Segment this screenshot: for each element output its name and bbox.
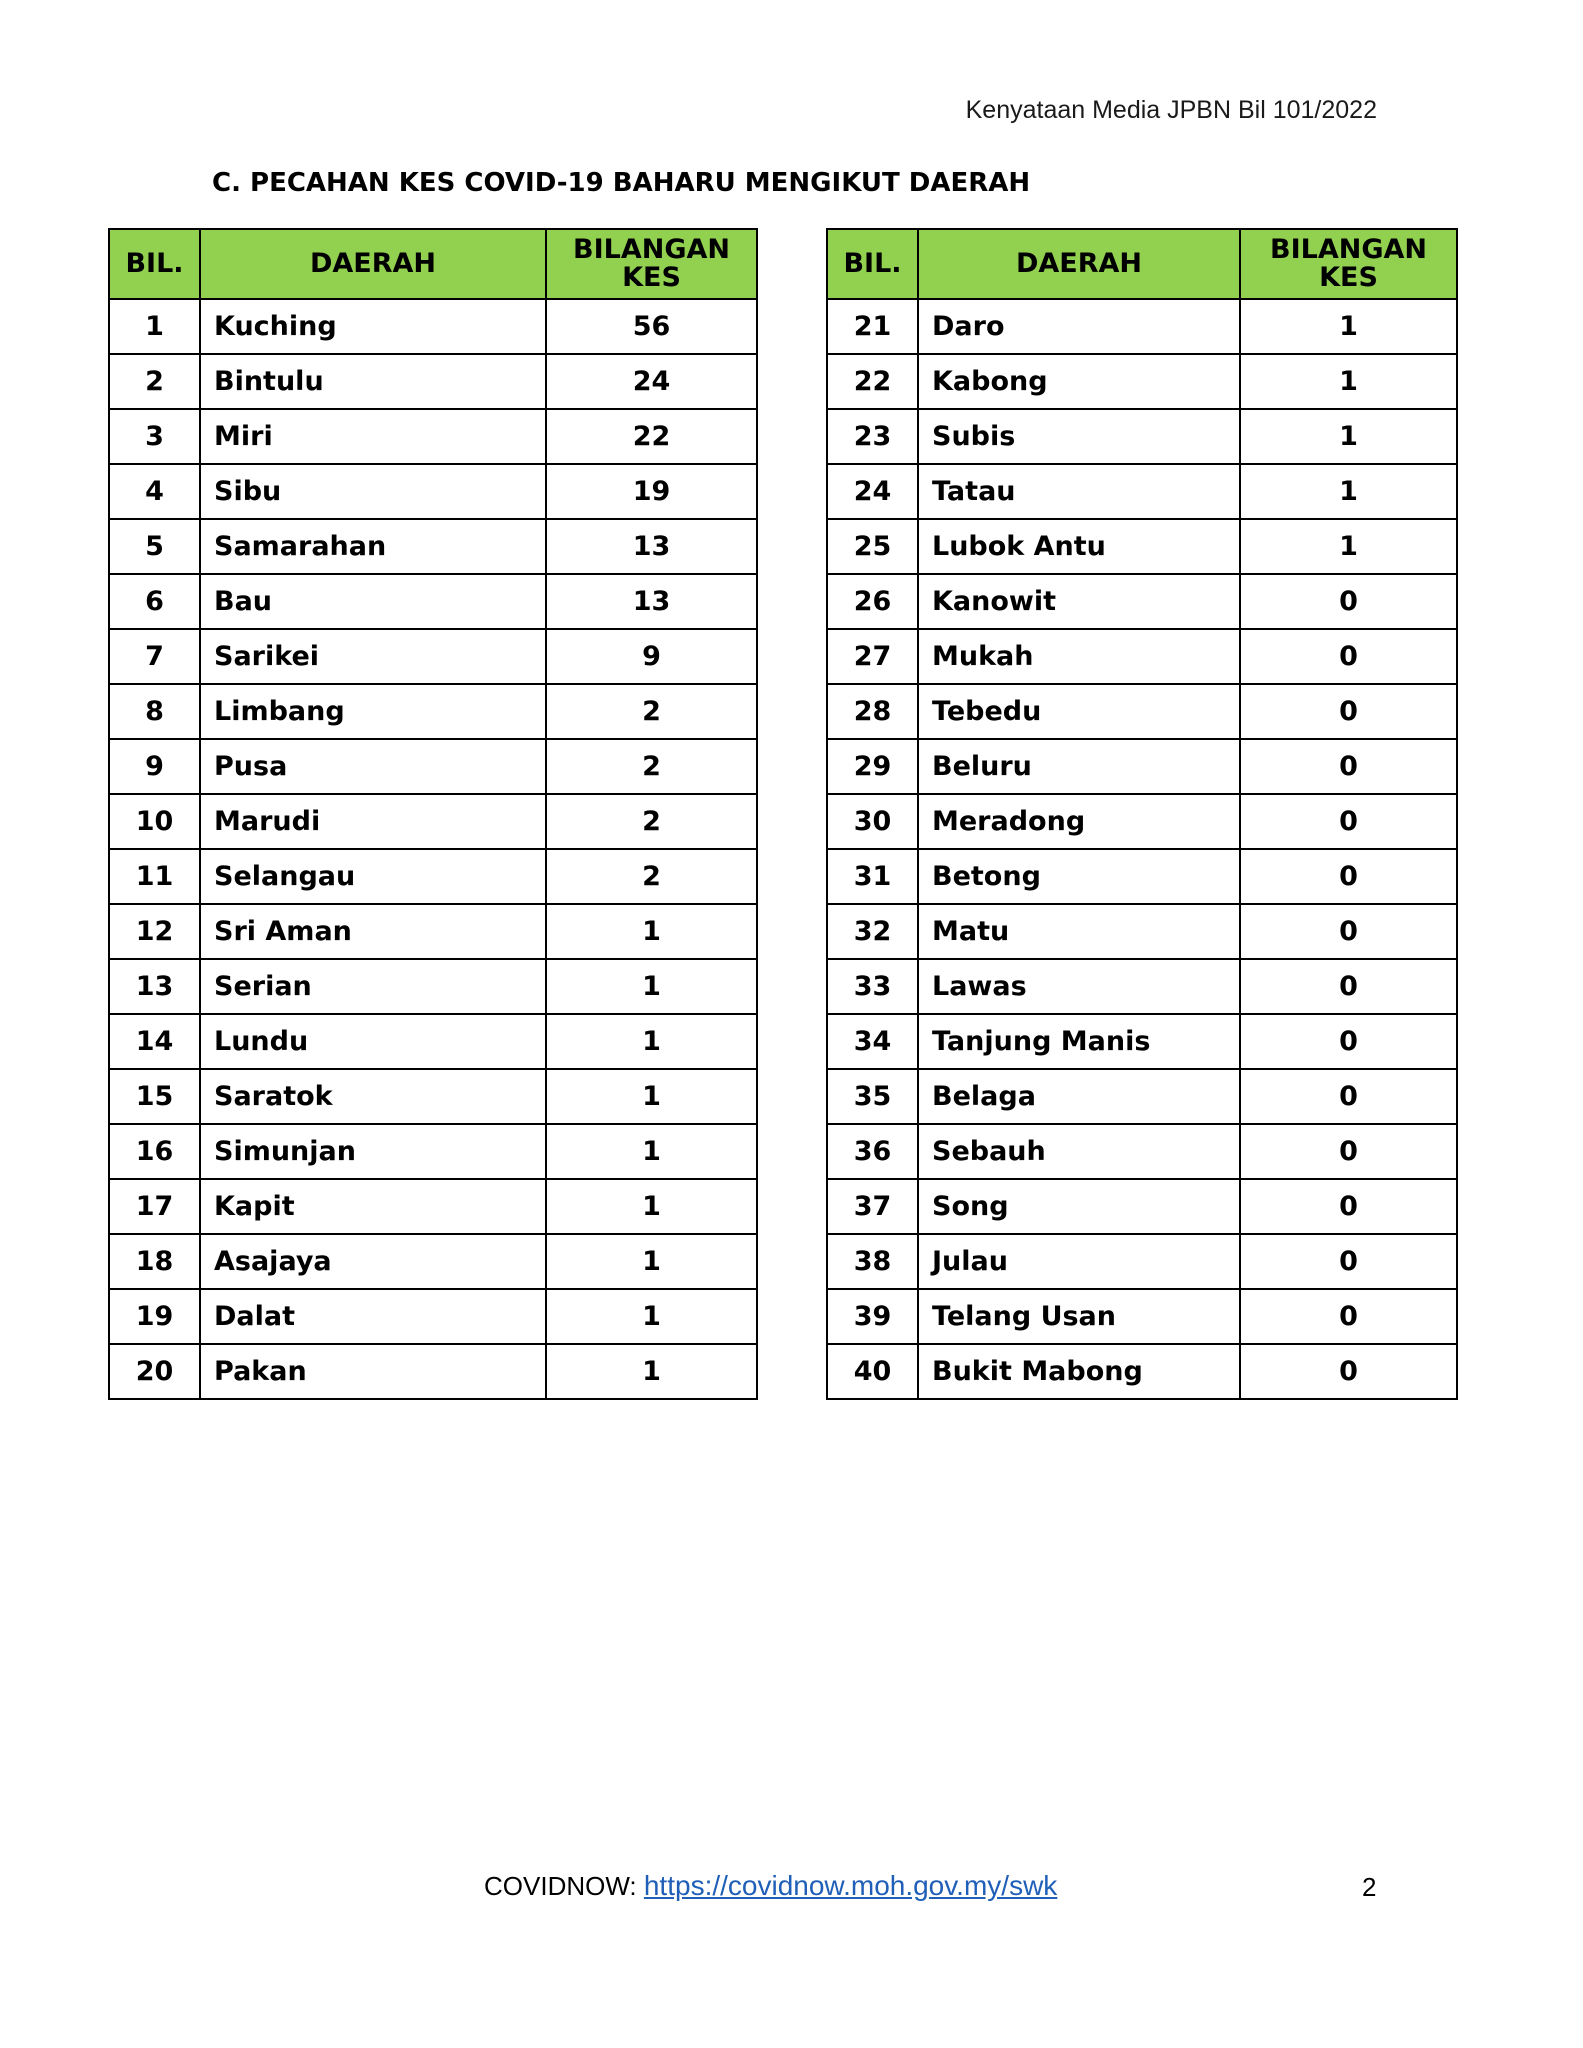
cell-daerah: Matu — [918, 904, 1240, 959]
cell-bil: 18 — [109, 1234, 200, 1289]
cell-kes: 2 — [546, 739, 757, 794]
cell-daerah: Tebedu — [918, 684, 1240, 739]
cell-kes: 13 — [546, 574, 757, 629]
cell-kes: 9 — [546, 629, 757, 684]
table-row — [109, 794, 757, 849]
cell-kes: 24 — [546, 354, 757, 409]
cell-kes: 1 — [1240, 519, 1457, 574]
cell-bil: 40 — [827, 1344, 918, 1399]
cell-daerah: Kanowit — [918, 574, 1240, 629]
table-row — [109, 684, 757, 739]
header-bilangan-line1: BILANGAN — [1270, 233, 1427, 265]
cell-bil: 3 — [109, 409, 200, 464]
cell-bil: 9 — [109, 739, 200, 794]
cell-bil: 1 — [109, 299, 200, 354]
table-row — [827, 629, 1457, 684]
cell-bil: 36 — [827, 1124, 918, 1179]
cell-daerah: Miri — [200, 409, 546, 464]
cell-bil: 29 — [827, 739, 918, 794]
table-row — [827, 464, 1457, 519]
table-row — [827, 299, 1457, 354]
cell-kes: 1 — [1240, 409, 1457, 464]
table-row — [827, 1124, 1457, 1179]
cell-kes: 0 — [1240, 1234, 1457, 1289]
district-table-right — [826, 228, 1458, 1400]
cell-daerah: Beluru — [918, 739, 1240, 794]
cell-kes: 0 — [1240, 629, 1457, 684]
district-table-left — [108, 228, 758, 1400]
table-row — [827, 519, 1457, 574]
cell-daerah: Telang Usan — [918, 1289, 1240, 1344]
header-bil: BIL. — [109, 229, 200, 299]
cell-kes: 1 — [546, 904, 757, 959]
table-row — [827, 739, 1457, 794]
table-row — [109, 1124, 757, 1179]
cell-daerah: Simunjan — [200, 1124, 546, 1179]
table-row — [827, 1289, 1457, 1344]
table-header-row — [109, 229, 757, 299]
cell-kes: 1 — [1240, 354, 1457, 409]
footer-covidnow — [484, 1870, 1057, 1902]
cell-daerah: Belaga — [918, 1069, 1240, 1124]
table-row — [109, 904, 757, 959]
cell-kes: 1 — [546, 959, 757, 1014]
cell-bil: 17 — [109, 1179, 200, 1234]
cell-kes: 0 — [1240, 1069, 1457, 1124]
cell-daerah: Kuching — [200, 299, 546, 354]
header-daerah: DAERAH — [918, 229, 1240, 299]
cell-daerah: Bintulu — [200, 354, 546, 409]
table-row — [109, 959, 757, 1014]
table-row — [827, 354, 1457, 409]
cell-daerah: Selangau — [200, 849, 546, 904]
cell-bil: 37 — [827, 1179, 918, 1234]
cell-bil: 25 — [827, 519, 918, 574]
section-title: C. PECAHAN KES COVID-19 BAHARU MENGIKUT DAERAH — [212, 168, 1031, 198]
cell-daerah: Lundu — [200, 1014, 546, 1069]
header-bilangan-kes — [546, 229, 757, 299]
cell-kes: 1 — [546, 1289, 757, 1344]
cell-daerah: Marudi — [200, 794, 546, 849]
cell-kes: 19 — [546, 464, 757, 519]
header-bilangan-line2: KES — [1319, 262, 1378, 293]
table-row — [827, 959, 1457, 1014]
cell-bil: 33 — [827, 959, 918, 1014]
document-reference: Kenyataan Media JPBN Bil 101/2022 — [965, 96, 1377, 124]
header-bilangan-line1: BILANGAN — [573, 233, 730, 265]
cell-daerah: Serian — [200, 959, 546, 1014]
cell-bil: 21 — [827, 299, 918, 354]
cell-bil: 10 — [109, 794, 200, 849]
table-row — [109, 1179, 757, 1234]
cell-bil: 14 — [109, 1014, 200, 1069]
header-bilangan-line2: KES — [622, 262, 681, 293]
table-row — [827, 684, 1457, 739]
cell-daerah: Tanjung Manis — [918, 1014, 1240, 1069]
cell-daerah: Tatau — [918, 464, 1240, 519]
cell-kes: 0 — [1240, 1289, 1457, 1344]
table-row — [109, 739, 757, 794]
cell-daerah: Sibu — [200, 464, 546, 519]
cell-kes: 0 — [1240, 684, 1457, 739]
cell-kes: 1 — [546, 1179, 757, 1234]
cell-daerah: Saratok — [200, 1069, 546, 1124]
cell-daerah: Bau — [200, 574, 546, 629]
cell-daerah: Asajaya — [200, 1234, 546, 1289]
table-row — [827, 574, 1457, 629]
cell-bil: 26 — [827, 574, 918, 629]
cell-daerah: Sebauh — [918, 1124, 1240, 1179]
cell-daerah: Julau — [918, 1234, 1240, 1289]
cell-kes: 1 — [546, 1014, 757, 1069]
table-row — [109, 519, 757, 574]
cell-bil: 32 — [827, 904, 918, 959]
cell-kes: 2 — [546, 794, 757, 849]
cell-daerah: Meradong — [918, 794, 1240, 849]
footer-label: COVIDNOW: — [484, 1871, 644, 1901]
cell-kes: 1 — [546, 1069, 757, 1124]
table-row — [827, 409, 1457, 464]
cell-bil: 19 — [109, 1289, 200, 1344]
cell-bil: 39 — [827, 1289, 918, 1344]
cell-bil: 4 — [109, 464, 200, 519]
table-row — [109, 1234, 757, 1289]
table-row — [827, 794, 1457, 849]
cell-daerah: Kapit — [200, 1179, 546, 1234]
cell-bil: 6 — [109, 574, 200, 629]
table-row — [109, 1289, 757, 1344]
cell-daerah: Song — [918, 1179, 1240, 1234]
cell-kes: 2 — [546, 684, 757, 739]
cell-bil: 7 — [109, 629, 200, 684]
header-bilangan-kes — [1240, 229, 1457, 299]
cell-kes: 1 — [546, 1344, 757, 1399]
cell-daerah: Bukit Mabong — [918, 1344, 1240, 1399]
covidnow-link[interactable]: https://covidnow.moh.gov.my/swk — [643, 1870, 1058, 1901]
cell-kes: 0 — [1240, 1179, 1457, 1234]
table-row — [109, 299, 757, 354]
cell-daerah: Pusa — [200, 739, 546, 794]
table-row — [827, 1234, 1457, 1289]
cell-kes: 13 — [546, 519, 757, 574]
cell-kes: 1 — [546, 1124, 757, 1179]
cell-daerah: Mukah — [918, 629, 1240, 684]
table-row — [109, 464, 757, 519]
cell-kes: 22 — [546, 409, 757, 464]
cell-kes: 0 — [1240, 1124, 1457, 1179]
cell-daerah: Dalat — [200, 1289, 546, 1344]
table-row — [109, 409, 757, 464]
cell-bil: 24 — [827, 464, 918, 519]
cell-bil: 16 — [109, 1124, 200, 1179]
table-row — [109, 354, 757, 409]
table-row — [109, 629, 757, 684]
table-row — [109, 1069, 757, 1124]
cell-kes: 0 — [1240, 849, 1457, 904]
cell-kes: 0 — [1240, 794, 1457, 849]
cell-bil: 12 — [109, 904, 200, 959]
cell-daerah: Samarahan — [200, 519, 546, 574]
cell-bil: 31 — [827, 849, 918, 904]
cell-daerah: Sarikei — [200, 629, 546, 684]
cell-bil: 38 — [827, 1234, 918, 1289]
table-row — [109, 574, 757, 629]
cell-bil: 20 — [109, 1344, 200, 1399]
table-row — [827, 1179, 1457, 1234]
cell-kes: 0 — [1240, 1014, 1457, 1069]
cell-daerah: Subis — [918, 409, 1240, 464]
table-row — [109, 1014, 757, 1069]
cell-kes: 0 — [1240, 574, 1457, 629]
cell-kes: 1 — [1240, 299, 1457, 354]
cell-kes: 0 — [1240, 739, 1457, 794]
cell-daerah: Lawas — [918, 959, 1240, 1014]
table-row — [827, 1014, 1457, 1069]
cell-bil: 15 — [109, 1069, 200, 1124]
cell-daerah: Lubok Antu — [918, 519, 1240, 574]
cell-bil: 27 — [827, 629, 918, 684]
cell-daerah: Limbang — [200, 684, 546, 739]
table-header-row — [827, 229, 1457, 299]
table-row — [827, 849, 1457, 904]
table-row — [109, 849, 757, 904]
page-number: 2 — [1362, 1872, 1377, 1902]
cell-bil: 2 — [109, 354, 200, 409]
header-daerah: DAERAH — [200, 229, 546, 299]
cell-bil: 30 — [827, 794, 918, 849]
cell-kes: 0 — [1240, 1344, 1457, 1399]
cell-kes: 1 — [1240, 464, 1457, 519]
table-row — [827, 1069, 1457, 1124]
table-row — [827, 904, 1457, 959]
cell-bil: 34 — [827, 1014, 918, 1069]
cell-bil: 35 — [827, 1069, 918, 1124]
cell-bil: 28 — [827, 684, 918, 739]
cell-daerah: Daro — [918, 299, 1240, 354]
cell-bil: 5 — [109, 519, 200, 574]
cell-kes: 2 — [546, 849, 757, 904]
cell-kes: 56 — [546, 299, 757, 354]
cell-bil: 22 — [827, 354, 918, 409]
cell-daerah: Betong — [918, 849, 1240, 904]
cell-kes: 0 — [1240, 904, 1457, 959]
cell-bil: 8 — [109, 684, 200, 739]
cell-kes: 0 — [1240, 959, 1457, 1014]
cell-daerah: Sri Aman — [200, 904, 546, 959]
cell-bil: 13 — [109, 959, 200, 1014]
table-row — [109, 1344, 757, 1399]
header-bil: BIL. — [827, 229, 918, 299]
cell-bil: 11 — [109, 849, 200, 904]
table-row — [827, 1344, 1457, 1399]
cell-daerah: Pakan — [200, 1344, 546, 1399]
cell-kes: 1 — [546, 1234, 757, 1289]
cell-daerah: Kabong — [918, 354, 1240, 409]
cell-bil: 23 — [827, 409, 918, 464]
